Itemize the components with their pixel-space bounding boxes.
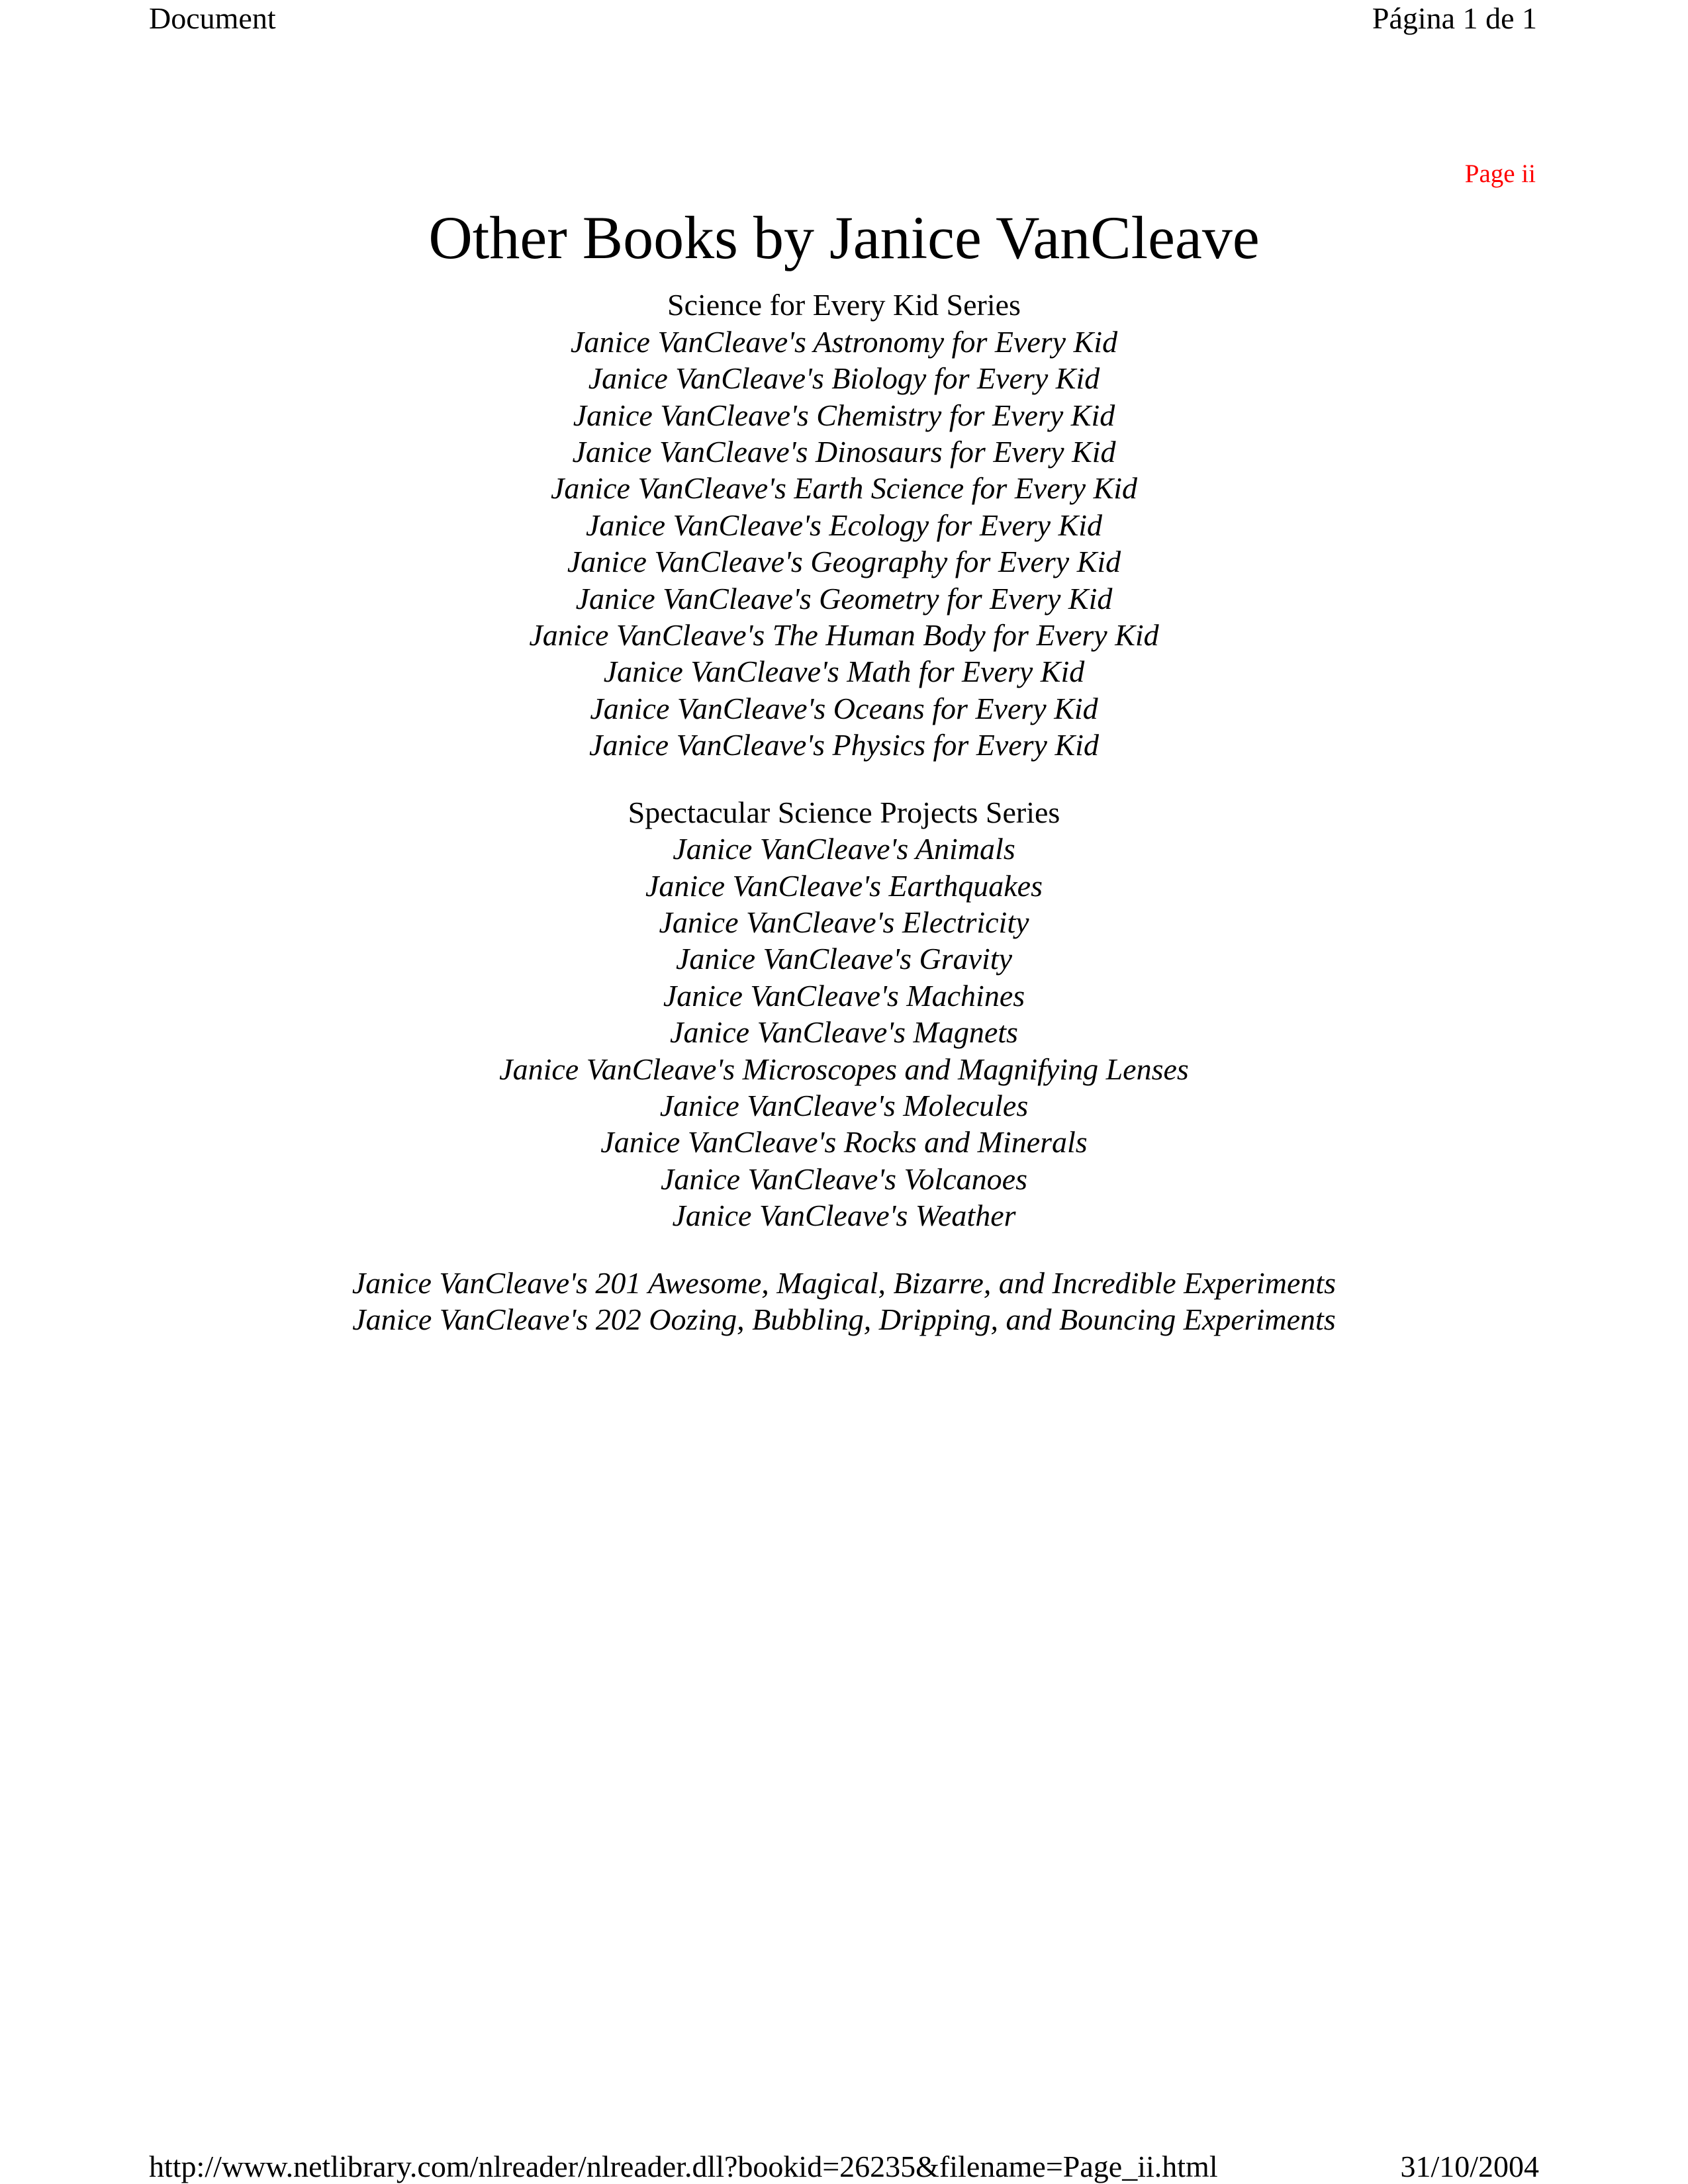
book-title: Janice VanCleave's Oceans for Every Kid bbox=[590, 691, 1098, 725]
book-title: Janice VanCleave's 201 Awesome, Magical, Bizarre, and Incredible Experiments bbox=[352, 1265, 1336, 1300]
book-list bbox=[0, 1265, 1688, 1338]
book-title: Janice VanCleave's Volcanoes bbox=[661, 1161, 1027, 1196]
book-title: Janice VanCleave's Biology for Every Kid bbox=[588, 361, 1100, 396]
book-title: Janice VanCleave's Geometry for Every Kid bbox=[575, 581, 1113, 615]
book-title: Janice VanCleave's Physics for Every Kid bbox=[589, 728, 1099, 762]
series-title: Spectacular Science Projects Series bbox=[628, 795, 1060, 829]
book-title: Janice VanCleave's The Human Body for Every Kid bbox=[529, 618, 1159, 653]
book-title: Janice VanCleave's Machines bbox=[663, 978, 1025, 1013]
book-list bbox=[0, 831, 1688, 1234]
book-title: Janice VanCleave's Chemistry for Every Kid bbox=[573, 398, 1115, 432]
standalone-books-section bbox=[0, 1265, 1688, 1338]
print-footer-date: 31/10/2004 bbox=[1400, 2150, 1539, 2183]
book-list-content bbox=[0, 204, 1688, 1338]
print-footer-url: http://www.netlibrary.com/nlreader/nlreader.dll?bookid=26235&filename=Page_ii.html bbox=[149, 2150, 1218, 2183]
book-title: Janice VanCleave's Earth Science for Every Kid bbox=[550, 471, 1138, 506]
book-title: Janice VanCleave's Math for Every Kid bbox=[603, 655, 1085, 689]
book-title: Janice VanCleave's Animals bbox=[673, 832, 1015, 866]
book-title: Janice VanCleave's Gravity bbox=[676, 942, 1012, 976]
book-title: Janice VanCleave's Molecules bbox=[659, 1088, 1029, 1122]
book-title: Janice VanCleave's Magnets bbox=[670, 1015, 1018, 1050]
page-title: Other Books by Janice VanCleave bbox=[428, 204, 1260, 271]
book-title: Janice VanCleave's Weather bbox=[672, 1199, 1016, 1233]
book-title: Janice VanCleave's Ecology for Every Kid bbox=[585, 508, 1103, 542]
page-number-label: Page ii bbox=[1464, 159, 1536, 188]
book-title: Janice VanCleave's Astronomy for Every Kid bbox=[570, 324, 1118, 359]
book-list bbox=[0, 324, 1688, 764]
book-title: Janice VanCleave's Electricity bbox=[659, 905, 1029, 939]
book-title: Janice VanCleave's 202 Oozing, Bubbling, Dripping, and Bouncing Experiments bbox=[352, 1302, 1336, 1336]
series-section-spectacular-science-projects bbox=[0, 794, 1688, 1234]
book-title: Janice VanCleave's Rocks and Minerals bbox=[600, 1125, 1088, 1160]
series-section-science-for-every-kid bbox=[0, 287, 1688, 763]
book-title: Janice VanCleave's Microscopes and Magnifying Lenses bbox=[499, 1052, 1189, 1086]
book-title: Janice VanCleave's Dinosaurs for Every Kid bbox=[572, 435, 1116, 469]
book-title: Janice VanCleave's Earthquakes bbox=[645, 868, 1043, 903]
print-header-page-count: Página 1 de 1 bbox=[1372, 1, 1537, 35]
print-header-title: Document bbox=[149, 1, 276, 35]
series-title: Science for Every Kid Series bbox=[667, 288, 1021, 322]
book-title: Janice VanCleave's Geography for Every Kid bbox=[567, 545, 1121, 579]
